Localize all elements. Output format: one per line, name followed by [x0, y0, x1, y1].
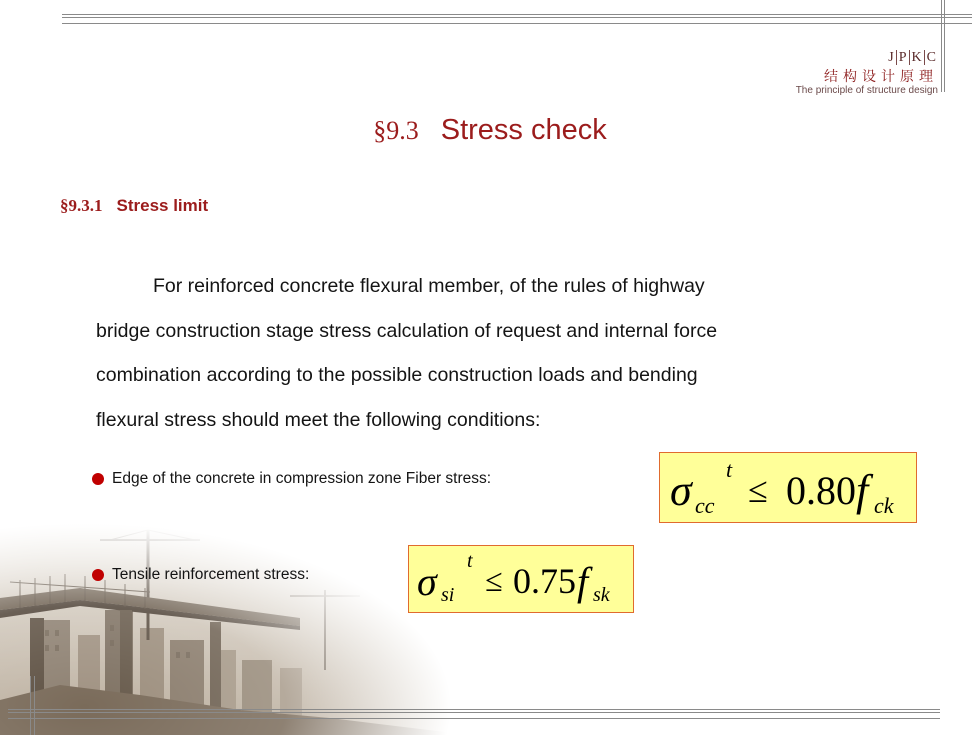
subsection-title: Stress limit — [116, 196, 209, 215]
condition-reinforcement-stress — [92, 566, 309, 584]
logo-letter: C — [924, 50, 938, 65]
construction-photo — [0, 500, 470, 735]
logo-chinese: 结构设计原理 — [824, 69, 938, 85]
paragraph-line: bridge construction stage stress calculation of request and internal force — [96, 319, 718, 342]
subsection-number: §9.3.1 — [60, 196, 103, 215]
formula-sigma-subscript: cc — [695, 493, 715, 518]
formula-coefficient: 0.75 — [513, 561, 576, 601]
left-rule-2 — [34, 676, 35, 735]
right-rule-2 — [944, 0, 945, 92]
logo-letter: K — [909, 50, 924, 65]
bottom-rule-1 — [8, 709, 940, 710]
condition-concrete-stress — [92, 470, 491, 488]
page-title — [0, 114, 980, 147]
formula-coefficient: 0.80 — [786, 468, 856, 513]
bullet-dot — [92, 473, 104, 485]
logo-letters — [768, 50, 938, 66]
formula-concrete-stress — [659, 452, 917, 523]
formula-f-subscript: ck — [874, 493, 894, 518]
bottom-rule-3 — [8, 718, 940, 719]
top-rule-2 — [62, 17, 972, 18]
jpkc-logo — [768, 50, 938, 96]
formula-relation: ≤ — [748, 470, 768, 510]
title-text: Stress check — [440, 114, 607, 146]
formula-f: f — [577, 559, 589, 604]
paragraph-line-text: For reinforced concrete flexural member, of the rules of highway — [153, 275, 705, 297]
logo-english: The principle of structure design — [795, 85, 938, 96]
body-paragraph — [96, 264, 886, 442]
formula-sigma: σ — [670, 466, 692, 515]
paragraph-line: flexural stress should meet the following conditions: — [96, 408, 541, 431]
formula-superscript: t — [467, 550, 473, 572]
left-rule-1 — [30, 676, 31, 735]
formula-relation: ≤ — [485, 562, 503, 598]
formula-reinforcement-stress — [408, 545, 634, 613]
formula-f-subscript: sk — [593, 584, 610, 606]
bottom-rule-2 — [8, 712, 940, 713]
logo-letter: P — [896, 50, 909, 65]
top-rule-3 — [62, 23, 972, 24]
subsection-heading — [60, 196, 208, 216]
logo-letter: J — [888, 50, 896, 65]
condition-label: Edge of the concrete in compression zone Fiber stress: — [112, 470, 492, 487]
paragraph-line: combination according to the possible construction loads and bending — [96, 364, 698, 386]
formula-sigma: σ — [417, 559, 437, 604]
paragraph-line — [96, 264, 886, 309]
formula-f: f — [856, 466, 869, 515]
condition-label: Tensile reinforcement stress: — [112, 566, 310, 583]
bullet-dot — [92, 569, 104, 581]
right-rule-1 — [941, 0, 942, 92]
top-rule-1 — [62, 14, 972, 15]
formula-superscript: t — [726, 457, 733, 482]
formula-sigma-subscript: si — [441, 584, 455, 606]
section-number: §9.3 — [373, 116, 419, 145]
